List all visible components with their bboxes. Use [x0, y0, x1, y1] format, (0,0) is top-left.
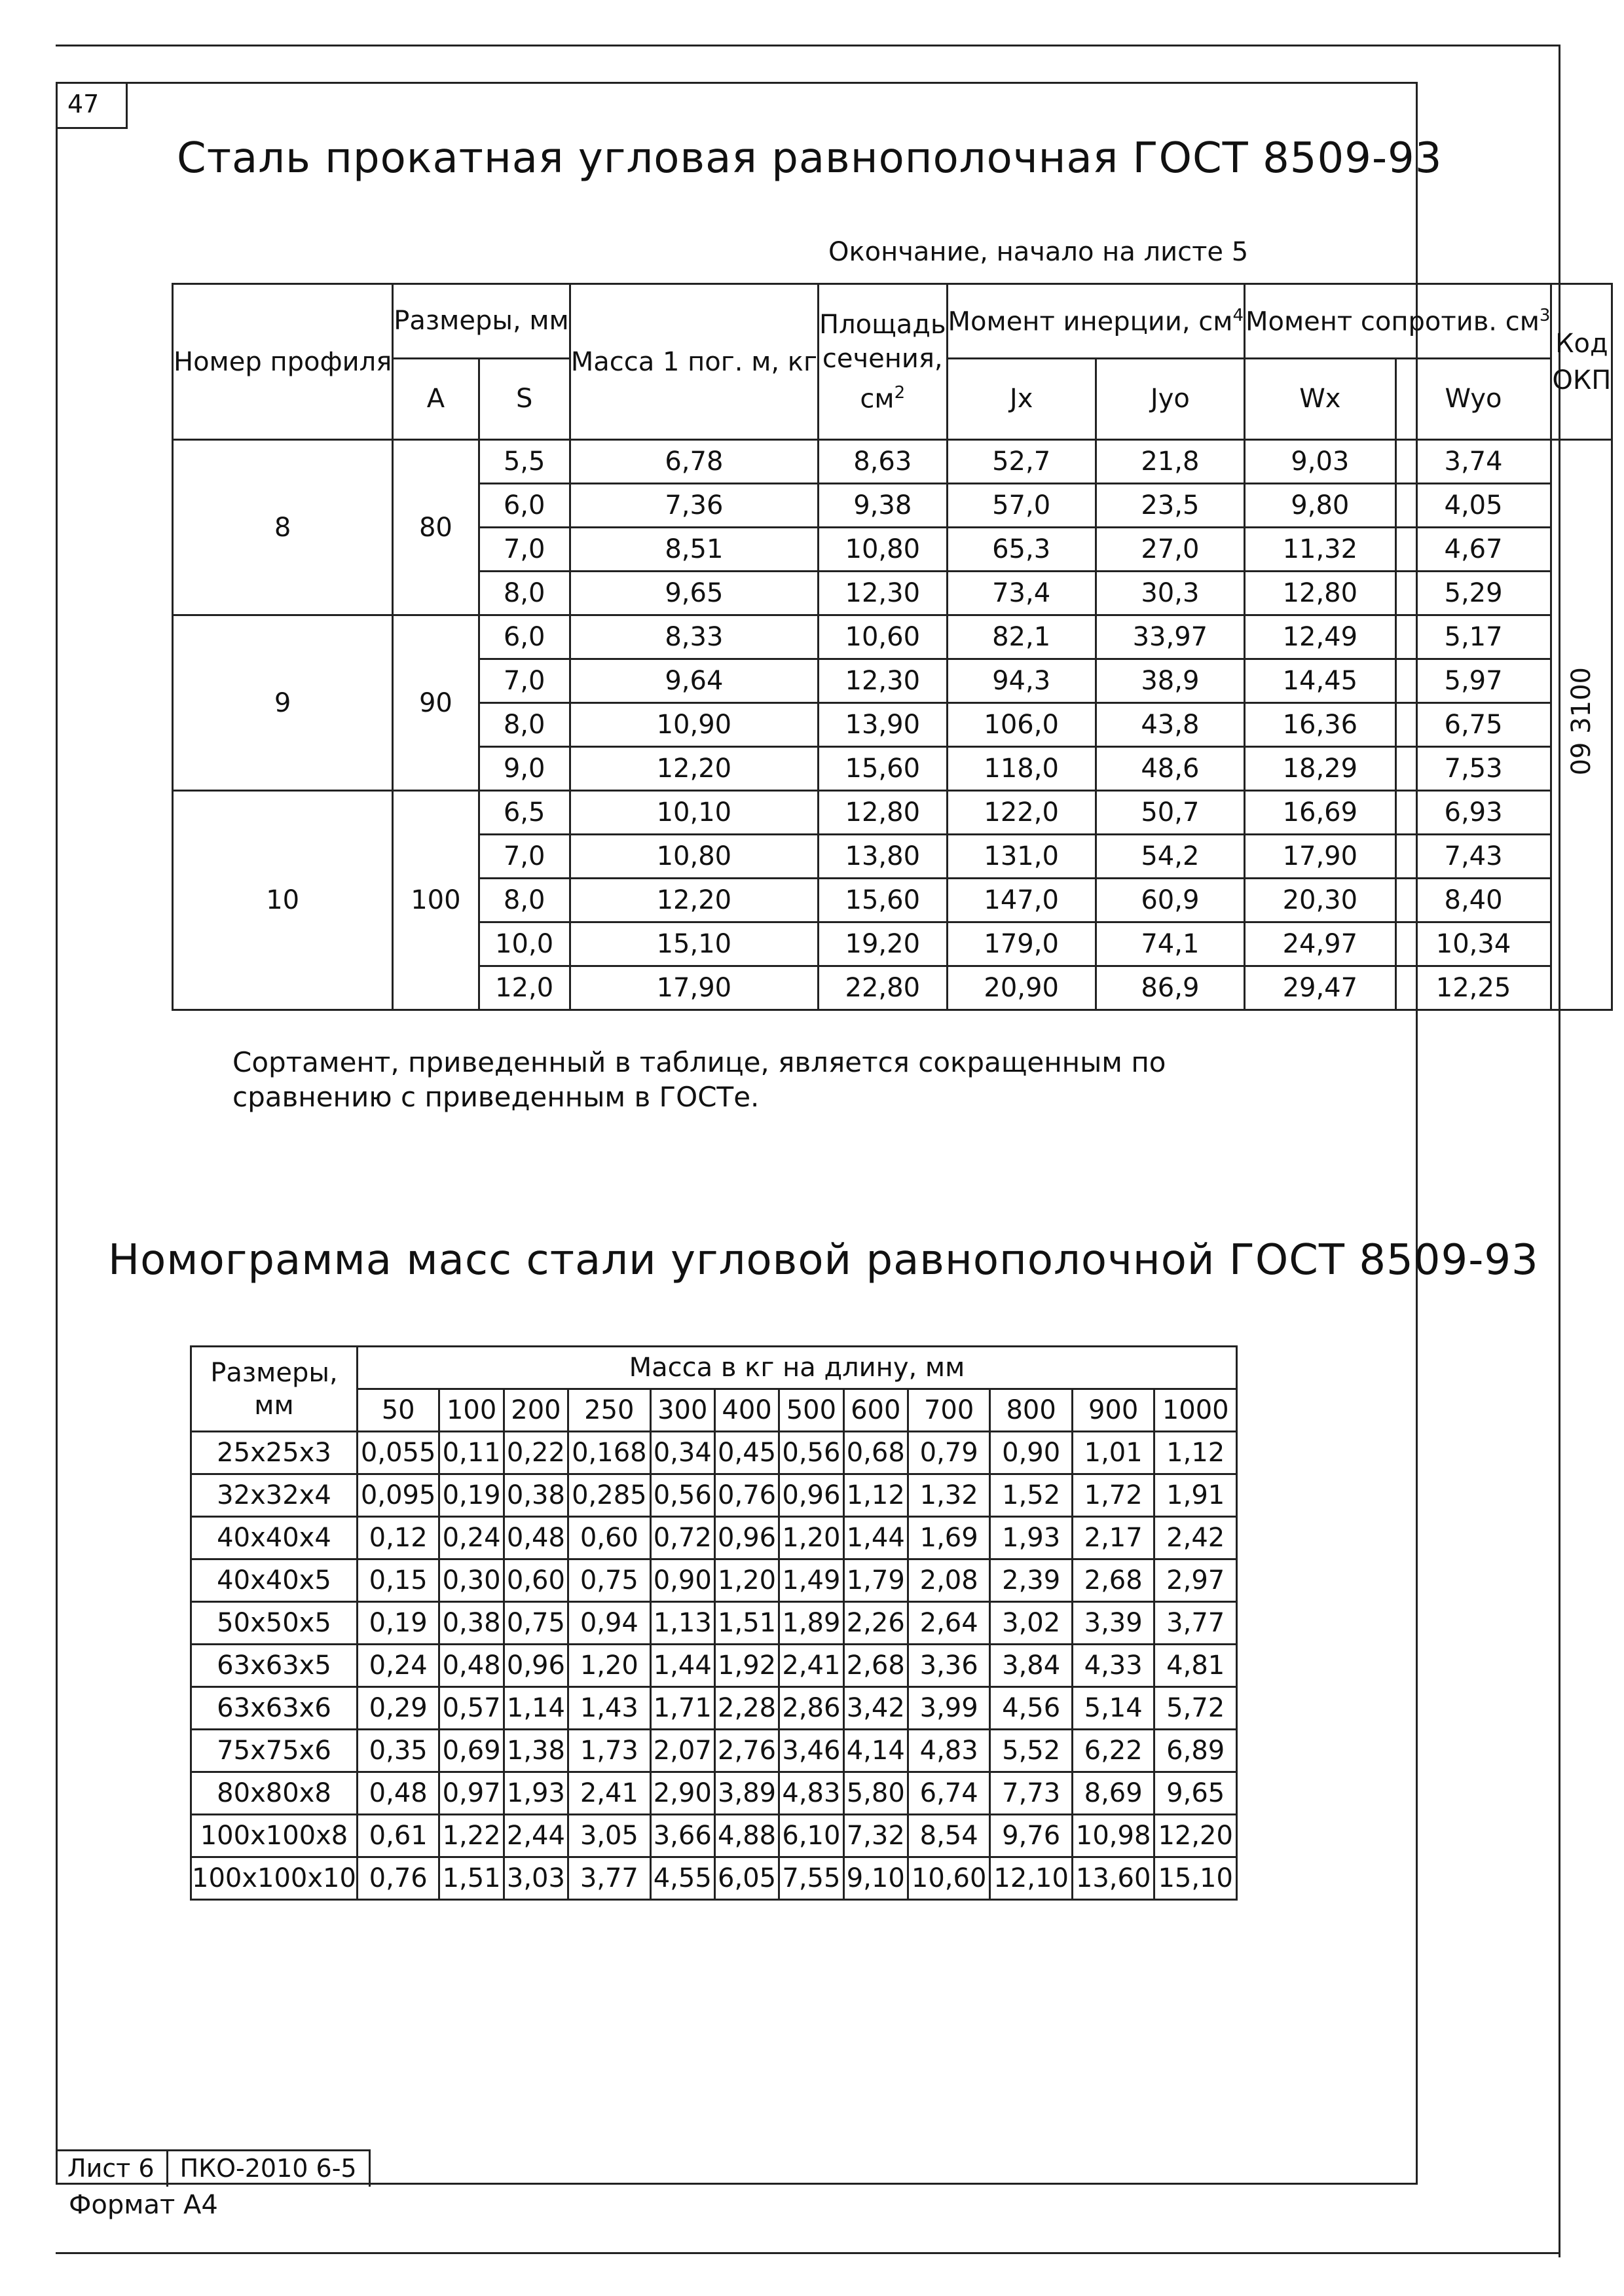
mass-value: 0,15 — [357, 1559, 439, 1602]
mass-value: 0,45 — [714, 1432, 779, 1474]
mass-value: 1,52 — [990, 1474, 1073, 1517]
table-cell: 19,20 — [818, 922, 947, 966]
table-cell: 60,9 — [1096, 879, 1244, 922]
header-profile: Номер профиля — [173, 284, 393, 440]
table-cell: 54,2 — [1096, 835, 1244, 879]
header-s: S — [479, 358, 570, 439]
table-row — [191, 1687, 1237, 1730]
table-cell: 147,0 — [947, 879, 1096, 922]
mass-value: 0,57 — [439, 1687, 504, 1730]
table-cell: 8,0 — [479, 572, 570, 615]
mass-value: 13,60 — [1072, 1857, 1154, 1900]
mass-value: 1,92 — [714, 1645, 779, 1687]
table-cell: 86,9 — [1096, 966, 1244, 1010]
mass-value: 2,68 — [843, 1645, 908, 1687]
mass-value: 2,41 — [779, 1645, 843, 1687]
mass-value: 0,48 — [357, 1772, 439, 1815]
table-cell: 5,97 — [1395, 659, 1551, 703]
table-row — [191, 1857, 1237, 1900]
table-cell: 27,0 — [1096, 528, 1244, 572]
table-cell: 33,97 — [1096, 615, 1244, 659]
table-cell: 3,74 — [1395, 440, 1551, 484]
table-cell: 24,97 — [1244, 922, 1395, 966]
mass-value: 6,89 — [1154, 1730, 1237, 1772]
mass-value: 0,76 — [357, 1857, 439, 1900]
length-header: 250 — [568, 1389, 651, 1432]
mass-value: 9,65 — [1154, 1772, 1237, 1815]
mass-value: 4,14 — [843, 1730, 908, 1772]
angle-size: 40x40x5 — [191, 1559, 358, 1602]
table-cell: 6,5 — [479, 791, 570, 835]
mass-value: 2,08 — [908, 1559, 990, 1602]
mass-value: 0,285 — [568, 1474, 651, 1517]
table-cell: 12,25 — [1395, 966, 1551, 1010]
table-cell: 6,93 — [1395, 791, 1551, 835]
table-cell: 8,0 — [479, 703, 570, 747]
mass-value: 10,98 — [1072, 1815, 1154, 1857]
header-a: А — [393, 358, 479, 439]
mass-value: 0,94 — [568, 1602, 651, 1645]
mass-value: 0,30 — [439, 1559, 504, 1602]
flange-width: 90 — [393, 615, 479, 791]
note-paragraph-line2: сравнению с приведенным в ГОСТе. — [232, 1081, 760, 1113]
table-row — [191, 1517, 1237, 1559]
mass-value: 0,96 — [504, 1645, 568, 1687]
table-cell: 15,60 — [818, 747, 947, 791]
title-block — [56, 2149, 371, 2187]
mass-value: 4,83 — [908, 1730, 990, 1772]
mass-value: 2,76 — [714, 1730, 779, 1772]
mass-value: 3,05 — [568, 1815, 651, 1857]
mass-value: 0,61 — [357, 1815, 439, 1857]
mass-value: 0,24 — [357, 1645, 439, 1687]
table-cell: 5,29 — [1395, 572, 1551, 615]
table-row — [173, 615, 1612, 659]
table-row — [191, 1432, 1237, 1474]
mass-value: 3,77 — [1154, 1602, 1237, 1645]
angle-size: 75x75x6 — [191, 1730, 358, 1772]
mass-value: 0,69 — [439, 1730, 504, 1772]
table-cell: 16,36 — [1244, 703, 1395, 747]
mass-value: 1,51 — [439, 1857, 504, 1900]
mass-value: 8,54 — [908, 1815, 990, 1857]
mass-value: 2,44 — [504, 1815, 568, 1857]
mass-value: 1,20 — [568, 1645, 651, 1687]
table-cell: 11,32 — [1244, 528, 1395, 572]
table-row — [191, 1772, 1237, 1815]
mass-value: 1,32 — [908, 1474, 990, 1517]
mass-value: 0,38 — [439, 1602, 504, 1645]
mass-value: 2,07 — [650, 1730, 714, 1772]
table-cell: 7,0 — [479, 659, 570, 703]
mass-value: 1,93 — [504, 1772, 568, 1815]
table-cell: 10,80 — [818, 528, 947, 572]
length-header: 50 — [357, 1389, 439, 1432]
table-cell: 12,80 — [818, 791, 947, 835]
header-inertia: Момент инерции, $см^4$ — [947, 284, 1244, 359]
length-header: 500 — [779, 1389, 843, 1432]
mass-value: 3,36 — [908, 1645, 990, 1687]
mass-value: 0,48 — [504, 1517, 568, 1559]
table-cell: 9,65 — [570, 572, 818, 615]
document-code: ПКО-2010 6-5 — [168, 2151, 371, 2187]
mass-value: 0,56 — [779, 1432, 843, 1474]
mass-value: 0,68 — [843, 1432, 908, 1474]
table-cell: 38,9 — [1096, 659, 1244, 703]
mass-value: 1,44 — [650, 1645, 714, 1687]
mass-value: 0,11 — [439, 1432, 504, 1474]
mass-value: 0,90 — [990, 1432, 1073, 1474]
table-cell: 15,60 — [818, 879, 947, 922]
length-header: 700 — [908, 1389, 990, 1432]
table-cell: 20,30 — [1244, 879, 1395, 922]
table-cell: 122,0 — [947, 791, 1096, 835]
table-cell: 43,8 — [1096, 703, 1244, 747]
angle-size: 63x63x6 — [191, 1687, 358, 1730]
table-cell: 118,0 — [947, 747, 1096, 791]
length-header: 400 — [714, 1389, 779, 1432]
mass-value: 3,99 — [908, 1687, 990, 1730]
sheet-label: Лист 6 — [56, 2151, 168, 2187]
mass-value: 0,72 — [650, 1517, 714, 1559]
mass-value: 2,26 — [843, 1602, 908, 1645]
table-cell: 7,0 — [479, 528, 570, 572]
table-cell: 131,0 — [947, 835, 1096, 879]
paper-format: Формат А4 — [69, 2190, 218, 2220]
table-cell: 10,60 — [818, 615, 947, 659]
mass-value: 0,97 — [439, 1772, 504, 1815]
table-cell: 8,40 — [1395, 879, 1551, 922]
table-cell: 12,20 — [570, 879, 818, 922]
mass-value: 4,88 — [714, 1815, 779, 1857]
header-wyo: Wyo — [1395, 358, 1551, 439]
mass-value: 2,28 — [714, 1687, 779, 1730]
mass-value: 1,89 — [779, 1602, 843, 1645]
mass-value: 3,66 — [650, 1815, 714, 1857]
table-cell: 7,0 — [479, 835, 570, 879]
mass-value: 1,13 — [650, 1602, 714, 1645]
table-cell: 73,4 — [947, 572, 1096, 615]
note-paragraph-line1: Сортамент, приведенный в таблице, является сокращенным по — [232, 1046, 1166, 1078]
angle-size: 25x25x3 — [191, 1432, 358, 1474]
table-row — [173, 440, 1612, 484]
table-cell: 17,90 — [1244, 835, 1395, 879]
mass-value: 2,64 — [908, 1602, 990, 1645]
mass-value: 0,34 — [650, 1432, 714, 1474]
table-cell: 57,0 — [947, 484, 1096, 528]
table-cell: 9,03 — [1244, 440, 1395, 484]
trim-line — [56, 2252, 1560, 2254]
table-cell: 106,0 — [947, 703, 1096, 747]
mass-value: 3,02 — [990, 1602, 1073, 1645]
length-header: 800 — [990, 1389, 1073, 1432]
mass-value: 1,69 — [908, 1517, 990, 1559]
length-header: 600 — [843, 1389, 908, 1432]
table-row — [191, 1474, 1237, 1517]
mass-value: 0,35 — [357, 1730, 439, 1772]
table-cell: 48,6 — [1096, 747, 1244, 791]
table-cell: 13,90 — [818, 703, 947, 747]
mass-value: 1,91 — [1154, 1474, 1237, 1517]
table-cell: 18,29 — [1244, 747, 1395, 791]
mass-value: 0,29 — [357, 1687, 439, 1730]
mass-value: 3,39 — [1072, 1602, 1154, 1645]
table-cell: 12,49 — [1244, 615, 1395, 659]
header-jx: Jx — [947, 358, 1096, 439]
table-row — [191, 1559, 1237, 1602]
table-cell: 65,3 — [947, 528, 1096, 572]
mass-value: 3,89 — [714, 1772, 779, 1815]
mass-value: 5,72 — [1154, 1687, 1237, 1730]
table-cell: 52,7 — [947, 440, 1096, 484]
table-cell: 21,8 — [1096, 440, 1244, 484]
mass-value: 2,39 — [990, 1559, 1073, 1602]
table-cell: 74,1 — [1096, 922, 1244, 966]
mass-value: 1,20 — [779, 1517, 843, 1559]
table-cell: 9,80 — [1244, 484, 1395, 528]
mass-value: 1,93 — [990, 1517, 1073, 1559]
header-okp: Код ОКП — [1551, 284, 1612, 440]
mass-value: 5,52 — [990, 1730, 1073, 1772]
mass-nomogram-table — [190, 1345, 1238, 1901]
mass-value: 6,74 — [908, 1772, 990, 1815]
mass-value: 6,10 — [779, 1815, 843, 1857]
header-mass: Масса 1 пог. м, кг — [570, 284, 818, 440]
mass-value: 0,79 — [908, 1432, 990, 1474]
table-cell: 14,45 — [1244, 659, 1395, 703]
section2-title: Номограмма масс стали угловой равнополочной ГОСТ 8509-93 — [108, 1236, 1539, 1285]
mass-value: 0,055 — [357, 1432, 439, 1474]
table-cell: 12,80 — [1244, 572, 1395, 615]
table-row — [191, 1815, 1237, 1857]
header-resist: Момент сопротив. $см^3$ — [1244, 284, 1551, 359]
header-wx: Wx — [1244, 358, 1395, 439]
mass-value: 9,10 — [843, 1857, 908, 1900]
table-cell: 8,33 — [570, 615, 818, 659]
table-row — [191, 1645, 1237, 1687]
table-cell: 17,90 — [570, 966, 818, 1010]
table-cell: 16,69 — [1244, 791, 1395, 835]
angle-size: 40x40x4 — [191, 1517, 358, 1559]
mass-value: 0,22 — [504, 1432, 568, 1474]
mass-value: 0,75 — [504, 1602, 568, 1645]
table-cell: 6,0 — [479, 615, 570, 659]
mass-value: 0,24 — [439, 1517, 504, 1559]
angle-size: 100x100x8 — [191, 1815, 358, 1857]
header-jyo: Jyo — [1096, 358, 1244, 439]
mass-value: 3,46 — [779, 1730, 843, 1772]
table-cell: 9,64 — [570, 659, 818, 703]
mass-value: 3,77 — [568, 1857, 651, 1900]
mass-value: 1,43 — [568, 1687, 651, 1730]
mass-value: 2,41 — [568, 1772, 651, 1815]
mass-value: 1,73 — [568, 1730, 651, 1772]
mass-value: 0,76 — [714, 1474, 779, 1517]
mass-value: 2,97 — [1154, 1559, 1237, 1602]
section1-title: Сталь прокатная угловая равнополочная ГОСТ 8509-93 — [177, 134, 1443, 183]
mass-value: 0,96 — [779, 1474, 843, 1517]
mass-value: 1,72 — [1072, 1474, 1154, 1517]
mass-value: 1,12 — [843, 1474, 908, 1517]
mass-value: 4,56 — [990, 1687, 1073, 1730]
mass-value: 1,38 — [504, 1730, 568, 1772]
table-cell: 10,10 — [570, 791, 818, 835]
mass-value: 2,86 — [779, 1687, 843, 1730]
table-cell: 23,5 — [1096, 484, 1244, 528]
table-cell: 30,3 — [1096, 572, 1244, 615]
table-cell: 6,78 — [570, 440, 818, 484]
table-cell: 12,30 — [818, 572, 947, 615]
mass-value: 0,75 — [568, 1559, 651, 1602]
mass-value: 5,14 — [1072, 1687, 1154, 1730]
table-cell: 6,75 — [1395, 703, 1551, 747]
mass-value: 1,44 — [843, 1517, 908, 1559]
mass-value: 2,68 — [1072, 1559, 1154, 1602]
mass-value: 7,73 — [990, 1772, 1073, 1815]
angle-size: 32x32x4 — [191, 1474, 358, 1517]
mass-value: 1,51 — [714, 1602, 779, 1645]
mass-value: 0,96 — [714, 1517, 779, 1559]
table-cell: 29,47 — [1244, 966, 1395, 1010]
mass-value: 1,20 — [714, 1559, 779, 1602]
mass-value: 6,05 — [714, 1857, 779, 1900]
table-cell: 5,5 — [479, 440, 570, 484]
table-cell: 12,0 — [479, 966, 570, 1010]
mass-value: 0,19 — [357, 1602, 439, 1645]
mass-value: 0,60 — [568, 1517, 651, 1559]
angle-size: 100x100x10 — [191, 1857, 358, 1900]
table-cell: 10,80 — [570, 835, 818, 879]
profile-number: 10 — [173, 791, 393, 1010]
mass-value: 7,55 — [779, 1857, 843, 1900]
mass-value: 8,69 — [1072, 1772, 1154, 1815]
mass-value: 2,17 — [1072, 1517, 1154, 1559]
length-header: 300 — [650, 1389, 714, 1432]
length-header: 900 — [1072, 1389, 1154, 1432]
mass-value: 4,55 — [650, 1857, 714, 1900]
okp-code: 09 3100 — [1566, 667, 1597, 776]
table-cell: 13,80 — [818, 835, 947, 879]
mass-value: 4,81 — [1154, 1645, 1237, 1687]
profile-number: 8 — [173, 440, 393, 615]
mass-value: 2,42 — [1154, 1517, 1237, 1559]
table-cell: 94,3 — [947, 659, 1096, 703]
header-dims: Размеры, мм — [393, 284, 570, 359]
mass-value: 0,12 — [357, 1517, 439, 1559]
header-mass-length: Масса в кг на длину, мм — [357, 1347, 1236, 1389]
angle-size: 50x50x5 — [191, 1602, 358, 1645]
table-cell: 4,67 — [1395, 528, 1551, 572]
table-cell: 179,0 — [947, 922, 1096, 966]
table-cell: 20,90 — [947, 966, 1096, 1010]
table-cell: 10,34 — [1395, 922, 1551, 966]
mass-value: 0,095 — [357, 1474, 439, 1517]
table-cell: 82,1 — [947, 615, 1096, 659]
table-row — [191, 1730, 1237, 1772]
table-cell: 10,0 — [479, 922, 570, 966]
table-cell: 4,05 — [1395, 484, 1551, 528]
mass-value: 0,38 — [504, 1474, 568, 1517]
mass-value: 1,01 — [1072, 1432, 1154, 1474]
mass-value: 4,83 — [779, 1772, 843, 1815]
continuation-note: Окончание, начало на листе 5 — [828, 237, 1249, 267]
mass-value: 12,20 — [1154, 1815, 1237, 1857]
mass-value: 0,60 — [504, 1559, 568, 1602]
table-cell: 12,20 — [570, 747, 818, 791]
mass-value: 0,19 — [439, 1474, 504, 1517]
mass-value: 3,42 — [843, 1687, 908, 1730]
mass-value: 0,48 — [439, 1645, 504, 1687]
header-size: Размеры, мм — [191, 1347, 358, 1432]
page-number: 47 — [56, 82, 128, 129]
table-cell: 22,80 — [818, 966, 947, 1010]
table-cell: 7,43 — [1395, 835, 1551, 879]
table-cell: 9,0 — [479, 747, 570, 791]
table-cell: 10,90 — [570, 703, 818, 747]
mass-value: 0,56 — [650, 1474, 714, 1517]
mass-value: 1,22 — [439, 1815, 504, 1857]
table-cell: 7,53 — [1395, 747, 1551, 791]
angle-size: 80x80x8 — [191, 1772, 358, 1815]
mass-value: 1,49 — [779, 1559, 843, 1602]
mass-value: 1,14 — [504, 1687, 568, 1730]
mass-value: 5,80 — [843, 1772, 908, 1815]
mass-value: 7,32 — [843, 1815, 908, 1857]
mass-value: 10,60 — [908, 1857, 990, 1900]
header-area: Площадь сечения, $см^2$ — [818, 284, 947, 440]
angle-size: 63x63x5 — [191, 1645, 358, 1687]
okp-code-cell — [1551, 440, 1612, 1010]
mass-value: 4,33 — [1072, 1645, 1154, 1687]
table-row — [173, 791, 1612, 835]
table-cell: 8,0 — [479, 879, 570, 922]
flange-width: 80 — [393, 440, 479, 615]
table-cell: 8,51 — [570, 528, 818, 572]
length-header: 1000 — [1154, 1389, 1237, 1432]
table-cell: 15,10 — [570, 922, 818, 966]
table-cell: 7,36 — [570, 484, 818, 528]
profile-number: 9 — [173, 615, 393, 791]
mass-value: 0,168 — [568, 1432, 651, 1474]
mass-value: 6,22 — [1072, 1730, 1154, 1772]
table-cell: 50,7 — [1096, 791, 1244, 835]
flange-width: 100 — [393, 791, 479, 1010]
table-cell: 12,30 — [818, 659, 947, 703]
length-header: 200 — [504, 1389, 568, 1432]
mass-value: 3,03 — [504, 1857, 568, 1900]
mass-value: 1,71 — [650, 1687, 714, 1730]
angle-steel-table — [172, 283, 1613, 1011]
mass-value: 15,10 — [1154, 1857, 1237, 1900]
table-row — [191, 1602, 1237, 1645]
table-cell: 8,63 — [818, 440, 947, 484]
table-cell: 5,17 — [1395, 615, 1551, 659]
mass-value: 1,79 — [843, 1559, 908, 1602]
mass-value: 0,90 — [650, 1559, 714, 1602]
mass-value: 2,90 — [650, 1772, 714, 1815]
mass-value: 12,10 — [990, 1857, 1073, 1900]
table-cell: 9,38 — [818, 484, 947, 528]
length-header: 100 — [439, 1389, 504, 1432]
mass-value: 9,76 — [990, 1815, 1073, 1857]
mass-value: 1,12 — [1154, 1432, 1237, 1474]
table-cell: 6,0 — [479, 484, 570, 528]
mass-value: 3,84 — [990, 1645, 1073, 1687]
